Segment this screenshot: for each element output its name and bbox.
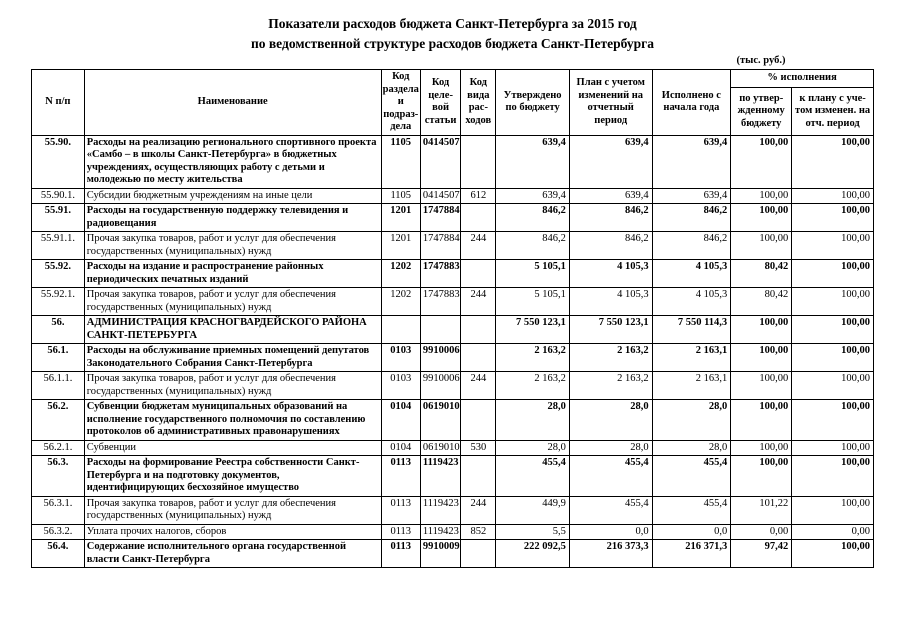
row-section-cell: 0113 — [381, 496, 420, 524]
row-plan-cell: 28,0 — [569, 400, 652, 441]
row-num-cell: 55.90. — [32, 135, 85, 188]
row-num-cell: 55.91.1. — [32, 232, 85, 260]
table-row — [32, 188, 874, 204]
row-kind-cell — [461, 400, 496, 441]
row-pct-approved-cell: 100,00 — [731, 344, 792, 372]
table-row — [32, 135, 874, 188]
row-target-cell — [420, 316, 460, 344]
row-approved-cell: 2 163,2 — [496, 372, 569, 400]
table-row — [32, 496, 874, 524]
row-plan-cell: 4 105,3 — [569, 288, 652, 316]
row-approved-cell: 846,2 — [496, 232, 569, 260]
table-row — [32, 456, 874, 497]
table-row — [32, 232, 874, 260]
row-kind-cell: 244 — [461, 232, 496, 260]
row-approved-cell: 28,0 — [496, 400, 569, 441]
row-plan-cell: 846,2 — [569, 204, 652, 232]
row-name-cell: Расходы на реализацию регионального спортивного проекта «Самбо – в школы Санкт-Петербурга» в бюджетных учреждениях, осуществляющих работу с детьми и молодежью по месту жительства — [84, 135, 381, 188]
table-row — [32, 344, 874, 372]
table-row — [32, 316, 874, 344]
row-name-cell: Расходы на государственную поддержку телевидения и радиовещания — [84, 204, 381, 232]
row-pct-approved-cell: 80,42 — [731, 288, 792, 316]
table-row — [32, 288, 874, 316]
row-pct-plan-cell: 100,00 — [792, 540, 874, 568]
header-pct-plan: к плану с уче-том изменен. на отч. период — [792, 88, 874, 135]
header-target-code: Код целе-вой статьи — [420, 70, 460, 136]
row-pct-approved-cell: 100,00 — [731, 188, 792, 204]
row-section-cell: 1202 — [381, 288, 420, 316]
row-target-cell: 1119423 — [420, 456, 460, 497]
row-pct-approved-cell: 80,42 — [731, 260, 792, 288]
row-pct-plan-cell: 100,00 — [792, 232, 874, 260]
row-plan-cell: 216 373,3 — [569, 540, 652, 568]
row-pct-approved-cell: 100,00 — [731, 232, 792, 260]
report-title-line-1: Показатели расходов бюджета Санкт-Петербурга за 2015 год — [268, 16, 637, 31]
row-executed-cell: 2 163,1 — [652, 372, 731, 400]
row-target-cell: 0414507 — [420, 135, 460, 188]
row-section-cell: 1105 — [381, 188, 420, 204]
row-section-cell: 0103 — [381, 344, 420, 372]
row-section-cell: 0113 — [381, 456, 420, 497]
row-target-cell: 9910006 — [420, 372, 460, 400]
row-pct-approved-cell: 100,00 — [731, 456, 792, 497]
row-plan-cell: 28,0 — [569, 440, 652, 456]
row-pct-plan-cell: 100,00 — [792, 440, 874, 456]
row-num-cell: 55.92. — [32, 260, 85, 288]
row-pct-approved-cell: 100,00 — [731, 316, 792, 344]
row-num-cell: 56.4. — [32, 540, 85, 568]
header-pct-approved: по утвер-жденному бюджету — [731, 88, 792, 135]
row-pct-plan-cell: 100,00 — [792, 135, 874, 188]
row-plan-cell: 4 105,3 — [569, 260, 652, 288]
row-approved-cell: 222 092,5 — [496, 540, 569, 568]
row-num-cell: 55.91. — [32, 204, 85, 232]
row-approved-cell: 7 550 123,1 — [496, 316, 569, 344]
row-num-cell: 56.2. — [32, 400, 85, 441]
row-pct-plan-cell: 100,00 — [792, 496, 874, 524]
row-section-cell: 0104 — [381, 440, 420, 456]
row-section-cell: 1105 — [381, 135, 420, 188]
table-row — [32, 440, 874, 456]
row-pct-approved-cell: 100,00 — [731, 204, 792, 232]
row-executed-cell: 639,4 — [652, 188, 731, 204]
row-kind-cell: 612 — [461, 188, 496, 204]
row-kind-cell — [461, 456, 496, 497]
header-pct-group: % исполнения — [731, 70, 874, 88]
row-plan-cell: 846,2 — [569, 232, 652, 260]
row-target-cell: 1119423 — [420, 524, 460, 540]
row-approved-cell: 846,2 — [496, 204, 569, 232]
row-name-cell: Субвенции — [84, 440, 381, 456]
row-num-cell: 56.3.1. — [32, 496, 85, 524]
row-plan-cell: 639,4 — [569, 135, 652, 188]
row-name-cell: Расходы на обслуживание приемных помещений депутатов Законодательного Собрания Санкт-Петербурга — [84, 344, 381, 372]
row-pct-approved-cell: 101,22 — [731, 496, 792, 524]
row-executed-cell: 4 105,3 — [652, 288, 731, 316]
row-executed-cell: 846,2 — [652, 204, 731, 232]
row-kind-cell — [461, 260, 496, 288]
row-kind-cell: 530 — [461, 440, 496, 456]
row-plan-cell: 455,4 — [569, 456, 652, 497]
header-approved: Утверждено по бюджету — [496, 70, 569, 136]
row-pct-plan-cell: 100,00 — [792, 344, 874, 372]
row-pct-plan-cell: 100,00 — [792, 316, 874, 344]
row-executed-cell: 639,4 — [652, 135, 731, 188]
row-approved-cell: 455,4 — [496, 456, 569, 497]
row-num-cell: 56.3. — [32, 456, 85, 497]
row-executed-cell: 7 550 114,3 — [652, 316, 731, 344]
row-target-cell: 9910006 — [420, 344, 460, 372]
row-plan-cell: 639,4 — [569, 188, 652, 204]
table-row — [32, 372, 874, 400]
row-approved-cell: 5 105,1 — [496, 288, 569, 316]
row-plan-cell: 455,4 — [569, 496, 652, 524]
row-num-cell: 56. — [32, 316, 85, 344]
row-approved-cell: 639,4 — [496, 188, 569, 204]
row-name-cell: АДМИНИСТРАЦИЯ КРАСНОГВАРДЕЙСКОГО РАЙОНА САНКТ-ПЕТЕРБУРГА — [84, 316, 381, 344]
row-name-cell: Содержание исполнительного органа государственной власти Санкт-Петербурга — [84, 540, 381, 568]
row-approved-cell: 639,4 — [496, 135, 569, 188]
row-section-cell: 0113 — [381, 540, 420, 568]
table-row — [32, 400, 874, 441]
row-kind-cell: 244 — [461, 496, 496, 524]
header-section-code: Код раздела и подраз-дела — [381, 70, 420, 136]
row-kind-cell — [461, 344, 496, 372]
row-target-cell: 1747883 — [420, 260, 460, 288]
row-kind-cell: 244 — [461, 288, 496, 316]
row-target-cell: 1747883 — [420, 288, 460, 316]
row-plan-cell: 2 163,2 — [569, 372, 652, 400]
row-num-cell: 56.2.1. — [32, 440, 85, 456]
row-executed-cell: 4 105,3 — [652, 260, 731, 288]
row-kind-cell — [461, 316, 496, 344]
row-num-cell: 55.92.1. — [32, 288, 85, 316]
row-pct-plan-cell: 100,00 — [792, 288, 874, 316]
row-kind-cell — [461, 204, 496, 232]
row-kind-cell — [461, 135, 496, 188]
table-row — [32, 204, 874, 232]
row-name-cell: Субсидии бюджетным учреждениям на иные цели — [84, 188, 381, 204]
row-approved-cell: 5,5 — [496, 524, 569, 540]
row-target-cell: 1119423 — [420, 496, 460, 524]
row-section-cell: 1201 — [381, 204, 420, 232]
row-pct-plan-cell: 100,00 — [792, 188, 874, 204]
row-approved-cell: 5 105,1 — [496, 260, 569, 288]
row-pct-plan-cell: 100,00 — [792, 260, 874, 288]
units-label: (тыс. руб.) — [736, 55, 786, 66]
row-plan-cell: 2 163,2 — [569, 344, 652, 372]
row-target-cell: 0619010 — [420, 400, 460, 441]
row-pct-approved-cell: 100,00 — [731, 440, 792, 456]
row-executed-cell: 28,0 — [652, 440, 731, 456]
table-row — [32, 540, 874, 568]
row-approved-cell: 28,0 — [496, 440, 569, 456]
row-section-cell: 0104 — [381, 400, 420, 441]
row-target-cell: 9910009 — [420, 540, 460, 568]
row-num-cell: 56.1. — [32, 344, 85, 372]
row-pct-plan-cell: 100,00 — [792, 372, 874, 400]
row-plan-cell: 7 550 123,1 — [569, 316, 652, 344]
header-num: N п/п — [32, 70, 85, 136]
row-pct-approved-cell: 100,00 — [731, 372, 792, 400]
row-pct-plan-cell: 100,00 — [792, 204, 874, 232]
header-plan: План с учетом изменений на отчетный период — [569, 70, 652, 136]
row-section-cell: 0113 — [381, 524, 420, 540]
row-num-cell: 56.1.1. — [32, 372, 85, 400]
table-row — [32, 260, 874, 288]
row-executed-cell: 28,0 — [652, 400, 731, 441]
row-section-cell: 1202 — [381, 260, 420, 288]
row-section-cell — [381, 316, 420, 344]
row-name-cell: Уплата прочих налогов, сборов — [84, 524, 381, 540]
row-executed-cell: 846,2 — [652, 232, 731, 260]
row-target-cell: 0414507 — [420, 188, 460, 204]
header-kind-code: Код вида рас-ходов — [461, 70, 496, 136]
row-num-cell: 56.3.2. — [32, 524, 85, 540]
header-name: Наименование — [84, 70, 381, 136]
row-plan-cell: 0,0 — [569, 524, 652, 540]
budget-table — [31, 69, 874, 568]
row-kind-cell: 852 — [461, 524, 496, 540]
header-executed: Исполнено с начала года — [652, 70, 731, 136]
row-pct-approved-cell: 0,00 — [731, 524, 792, 540]
row-name-cell: Прочая закупка товаров, работ и услуг для обеспечения государственных (муниципальных) нужд — [84, 288, 381, 316]
row-pct-plan-cell: 100,00 — [792, 400, 874, 441]
row-target-cell: 1747884 — [420, 232, 460, 260]
row-num-cell: 55.90.1. — [32, 188, 85, 204]
table-row — [32, 524, 874, 540]
table-body — [32, 135, 874, 568]
row-approved-cell: 449,9 — [496, 496, 569, 524]
row-pct-approved-cell: 100,00 — [731, 135, 792, 188]
row-name-cell: Расходы на издание и распространение районных периодических печатных изданий — [84, 260, 381, 288]
row-section-cell: 1201 — [381, 232, 420, 260]
report-title-line-2: по ведомственной структуре расходов бюджета Санкт-Петербурга — [250, 36, 655, 51]
row-target-cell: 1747884 — [420, 204, 460, 232]
row-target-cell: 0619010 — [420, 440, 460, 456]
row-name-cell: Прочая закупка товаров, работ и услуг для обеспечения государственных (муниципальных) нужд — [84, 232, 381, 260]
row-executed-cell: 455,4 — [652, 496, 731, 524]
row-executed-cell: 2 163,1 — [652, 344, 731, 372]
row-pct-approved-cell: 97,42 — [731, 540, 792, 568]
row-kind-cell — [461, 540, 496, 568]
row-pct-plan-cell: 100,00 — [792, 456, 874, 497]
row-executed-cell: 0,0 — [652, 524, 731, 540]
row-executed-cell: 216 371,3 — [652, 540, 731, 568]
row-pct-approved-cell: 100,00 — [731, 400, 792, 441]
row-approved-cell: 2 163,2 — [496, 344, 569, 372]
row-name-cell: Субвенции бюджетам муниципальных образований на исполнение государственного полномочия по составлению протоколов об административных правонарушениях — [84, 400, 381, 441]
row-name-cell: Прочая закупка товаров, работ и услуг для обеспечения государственных (муниципальных) нужд — [84, 496, 381, 524]
row-pct-plan-cell: 0,00 — [792, 524, 874, 540]
row-name-cell: Прочая закупка товаров, работ и услуг для обеспечения государственных (муниципальных) нужд — [84, 372, 381, 400]
row-executed-cell: 455,4 — [652, 456, 731, 497]
row-section-cell: 0103 — [381, 372, 420, 400]
row-name-cell: Расходы на формирование Реестра собственности Санкт-Петербурга и на подготовку документов, идентифицирующих бесхозяйное имущество — [84, 456, 381, 497]
row-kind-cell: 244 — [461, 372, 496, 400]
